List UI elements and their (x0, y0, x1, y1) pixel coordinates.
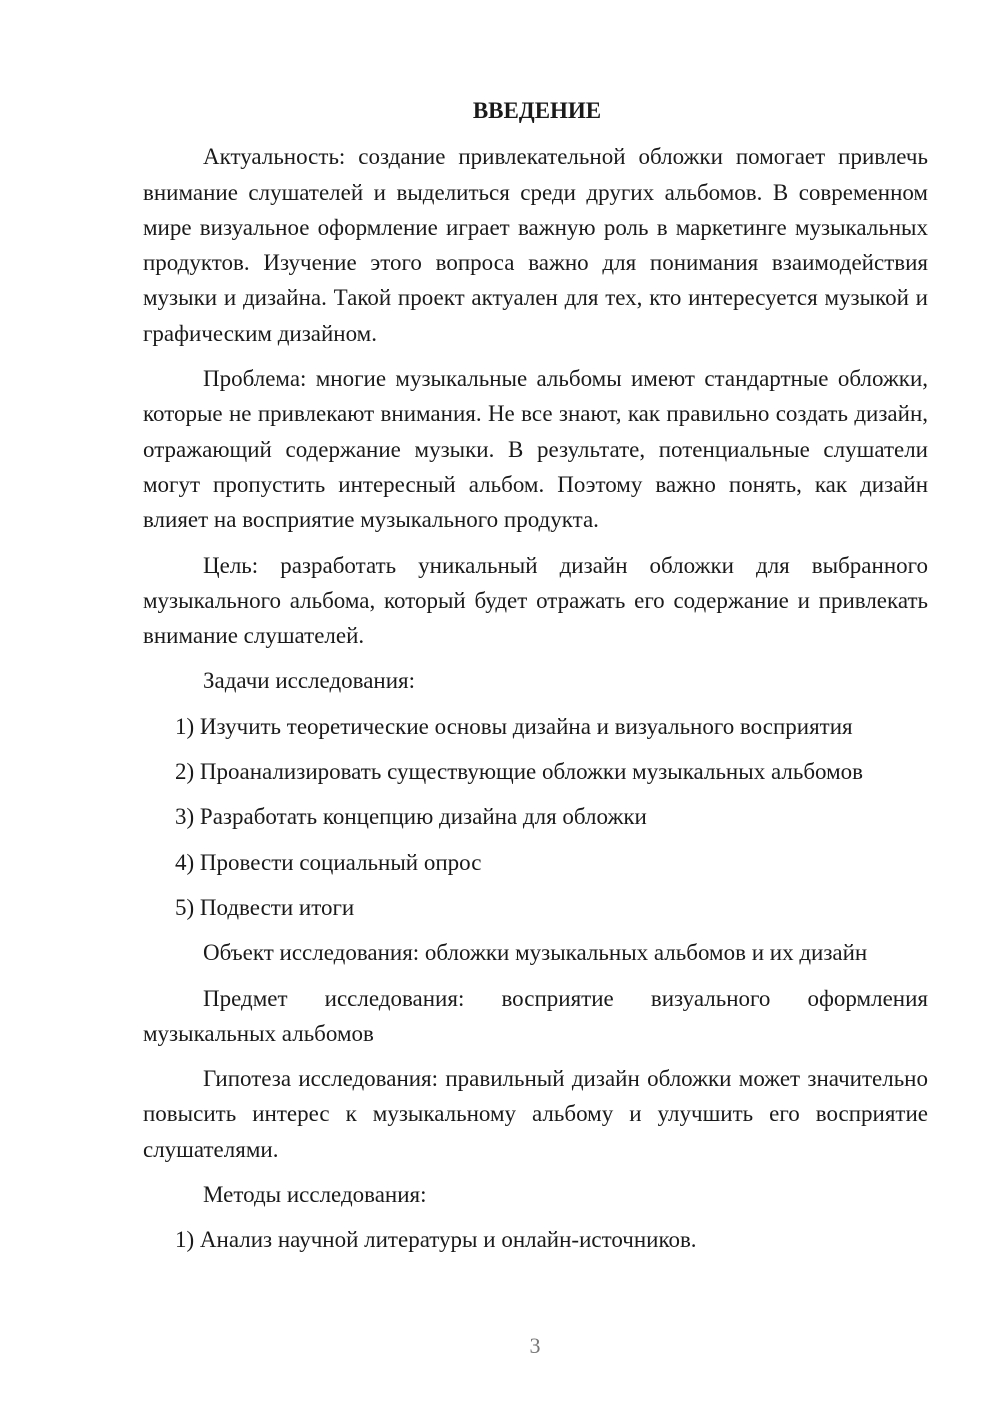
problem-paragraph: Проблема: многие музыкальные альбомы имеют стандартные обложки, которые не привлекают внимания. Не все знают, как правильно создать дизайн, отражающий содержание музыки. В результате, потенциальные слушатели могут пропустить интересный альбом. Поэтому важно понять, как дизайн влияет на восприятие музыкального продукта. (143, 366, 928, 533)
relevance-paragraph: Актуальность: создание привлекательной обложки помогает привлечь внимание слушателей и выделиться среди других альбомов. В современном мире визуальное оформление играет важную роль в маркетинге музыкальных продуктов. Изучение этого вопроса важно для понимания взаимодействия музыки и дизайна. Такой проект актуален для тех, кто интересуется музыкой и графическим дизайном. (143, 144, 928, 346)
goal-paragraph: Цель: разработать уникальный дизайн обложки для выбранного музыкального альбома, который будет отражать его содержание и привлекать внимание слушателей. (143, 552, 928, 649)
list-item: 5) Подвести итоги (175, 894, 355, 920)
subject-paragraph: Предмет исследования: восприятие визуального оформления музыкальных альбомов (143, 985, 928, 1046)
tasks-list (143, 709, 928, 925)
tasks-heading: Задачи исследования: (203, 668, 416, 694)
hypothesis-paragraph: Гипотеза исследования: правильный дизайн обложки может значительно повысить интерес к музыкальному альбому и улучшить его восприятие слушателями. (143, 1066, 928, 1162)
list-item: 4) Провести социальный опрос (175, 849, 482, 875)
list-item: 2) Проанализировать существующие обложки музыкальных альбомов (175, 759, 864, 785)
list-item: 3) Разработать концепцию дизайна для обложки (175, 804, 647, 830)
methods-heading: Методы исследования: (203, 1182, 427, 1208)
list-item: 1) Анализ научной литературы и онлайн-источников. (175, 1227, 697, 1253)
section-title: ВВЕДЕНИЕ (472, 98, 602, 123)
object-paragraph: Объект исследования: обложки музыкальных альбомов и их дизайн (203, 940, 868, 966)
list-item: 1) Изучить теоретические основы дизайна и визуального восприятия (175, 713, 853, 739)
page-number: 3 (529, 1333, 541, 1358)
document-page (143, 93, 928, 1268)
methods-list (143, 1222, 928, 1257)
